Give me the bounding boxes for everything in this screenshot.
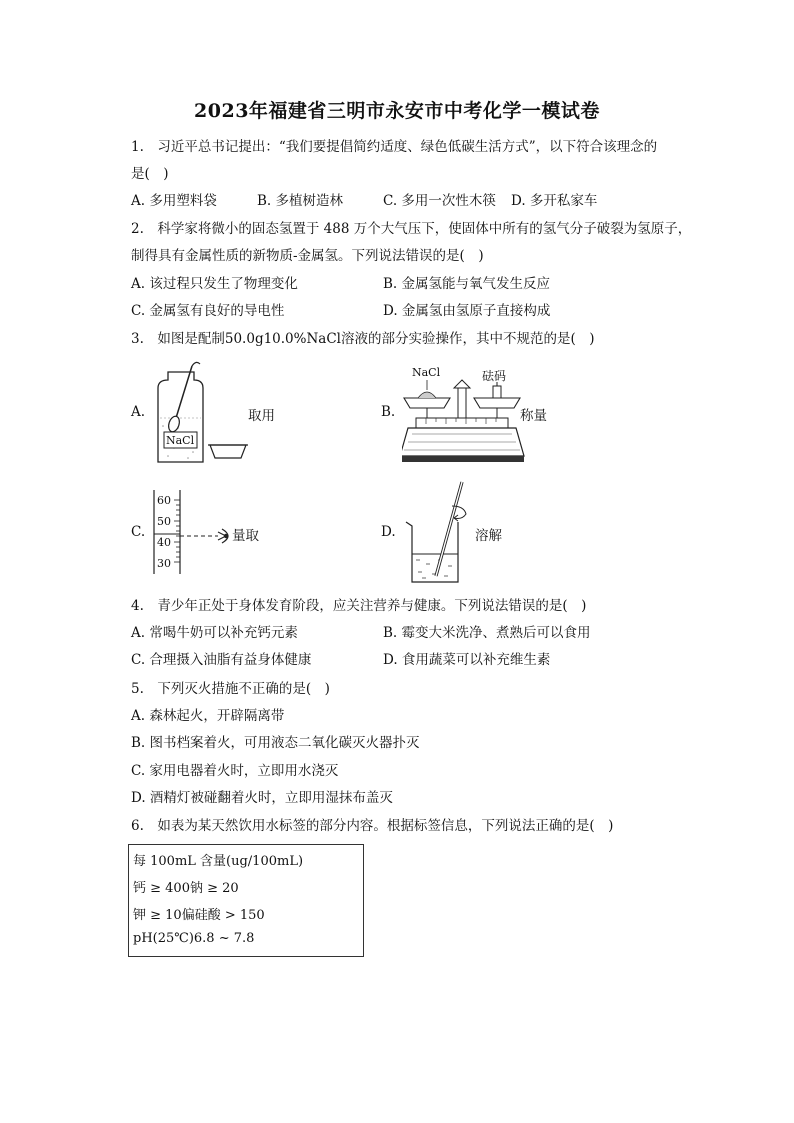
table-row: 钙 ≥ 400钠 ≥ 20 — [133, 881, 239, 896]
q4-option-d: D. 食用蔬菜可以补充维生素 — [383, 652, 551, 668]
q5-option-d: D. 酒精灯被碰翻着火时，立即用湿抹布盖灭 — [131, 790, 393, 806]
table-row: pH(25℃)6.8 ~ 7.8 — [133, 931, 255, 946]
figure-b-nacl-label: NaCl — [412, 366, 441, 379]
figure-a-nacl-label: NaCl — [166, 434, 195, 447]
water-label-table — [128, 844, 364, 957]
q5-option-a: A. 森林起火，开辟隔离带 — [131, 708, 285, 724]
q1-option-d: D. 多开私家车 — [511, 193, 598, 209]
figure-a-letter: A. — [131, 404, 146, 420]
tick-40: 40 — [157, 536, 171, 549]
figure-b-balance-scale — [402, 360, 527, 464]
question-1-stem-line-1: 1. 习近平总书记提出：“我们要提倡简约适度、绿色低碳生活方式”，以下符合该理念的 — [131, 139, 658, 155]
question-2-stem-line-1: 2. 科学家将微小的固态氢置于 488 万个大气压下，使固体中所有的氢气分子破裂为氢原子， — [131, 221, 692, 237]
q2-option-d: D. 金属氢由氢原子直接构成 — [383, 303, 551, 319]
q1-option-b: B. 多植树造林 — [257, 193, 344, 209]
figure-b-weights-label: 砝码 — [482, 369, 507, 383]
page-title: 2023年福建省三明市永安市中考化学一模试卷 — [194, 100, 600, 122]
tick-60: 60 — [157, 494, 171, 507]
figure-d-caption: 溶解 — [475, 528, 502, 544]
question-2-stem-line-2: 制得具有金属性质的新物质-金属氢。下列说法错误的是( ) — [131, 248, 484, 264]
q4-option-a: A. 常喝牛奶可以补充钙元素 — [131, 625, 298, 641]
q5-option-c: C. 家用电器着火时，立即用水浇灭 — [131, 763, 339, 779]
q1-option-a: A. 多用塑料袋 — [131, 193, 217, 209]
figure-b-letter: B. — [381, 404, 396, 420]
question-4-stem: 4. 青少年正处于身体发育阶段，应关注营养与健康。下列说法错误的是( ) — [131, 598, 587, 614]
figure-d-letter: D. — [381, 524, 396, 540]
question-6-stem: 6. 如表为某天然饮用水标签的部分内容。根据标签信息，下列说法正确的是( ) — [131, 818, 614, 834]
q4-option-b: B. 霉变大米洗净、煮熟后可以食用 — [383, 625, 591, 641]
figure-c-caption: 量取 — [232, 528, 259, 544]
q4-option-c: C. 合理摄入油脂有益身体健康 — [131, 652, 312, 668]
figure-a-reagent-bottle — [148, 358, 258, 470]
figure-b-caption: 称量 — [520, 408, 547, 424]
question-3-stem: 3. 如图是配制50.0g10.0%NaCl溶液的部分实验操作，其中不规范的是( ) — [131, 331, 595, 347]
question-1-stem-line-2: 是( ) — [131, 166, 169, 182]
tick-30: 30 — [157, 557, 171, 570]
table-row: 钾 ≥ 10偏硅酸 > 150 — [133, 908, 265, 923]
q5-option-b: B. 图书档案着火，可用液态二氧化碳灭火器扑灭 — [131, 735, 420, 751]
question-5-stem: 5. 下列灭火措施不正确的是( ) — [131, 681, 330, 697]
figure-a-caption: 取用 — [248, 408, 275, 424]
q1-option-c: C. 多用一次性木筷 — [383, 193, 496, 209]
figure-c-letter: C. — [131, 524, 146, 540]
q2-option-a: A. 该过程只发生了物理变化 — [131, 276, 298, 292]
tick-50: 50 — [157, 515, 171, 528]
q2-option-b: B. 金属氢能与氧气发生反应 — [383, 276, 551, 292]
q2-option-c: C. 金属氢有良好的导电性 — [131, 303, 285, 319]
figure-d-beaker-stirring — [402, 476, 472, 586]
table-row: 每 100mL 含量(ug/100mL) — [133, 854, 304, 869]
